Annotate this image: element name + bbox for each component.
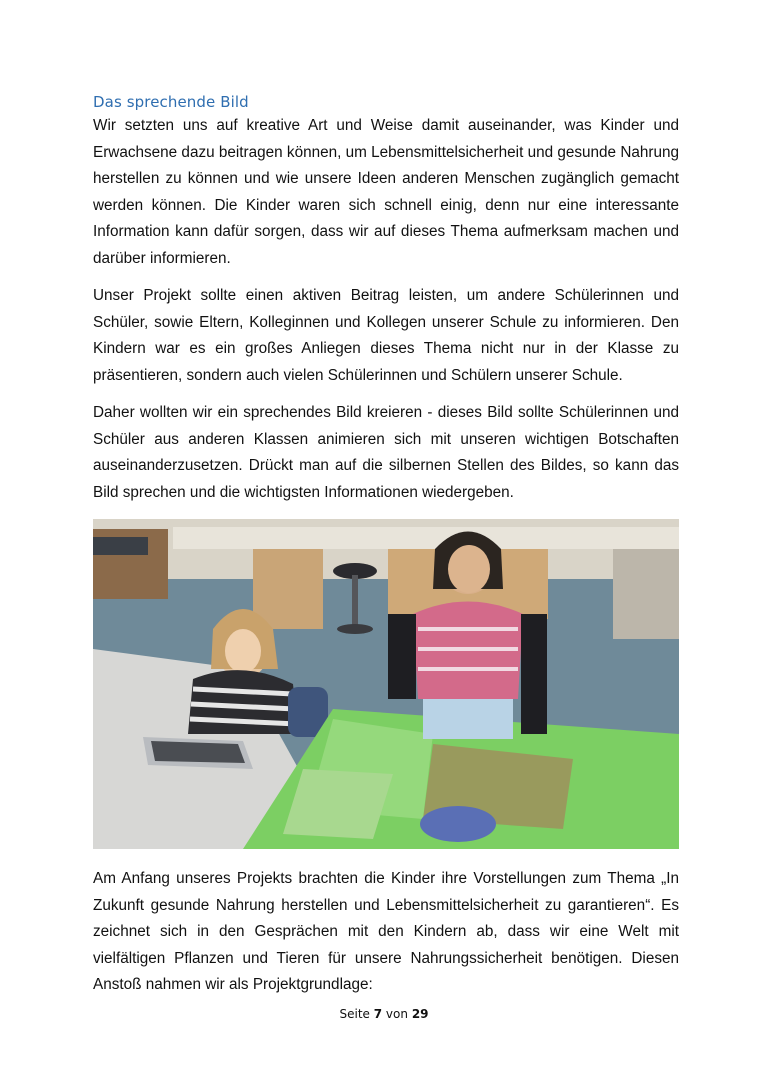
paragraph-3: Daher wollten wir ein sprechendes Bild kreieren - dieses Bild sollte Schülerinnen und Schüler aus anderen Klassen animieren sich mit unseren wichtigen Botschaften auseinanderzusetzen. Drückt man auf die silbernen Stellen des Bildes, so kann das Bild sprechen und die wichtigsten Informationen wiedergeben. — [93, 404, 679, 501]
footer-prefix: Seite — [339, 1007, 370, 1021]
paragraph-2: Unser Projekt sollte einen aktiven Beitrag leisten, um andere Schülerinnen und Schüler, sowie Eltern, Kolleginnen und Kollegen unserer Schule zu informieren. Den Kindern war es ein großes Anliegen dieses Thema nicht nur in der Klasse zu präsentieren, sondern auch vielen Schülerinnen und Schülern unserer Schule. — [93, 287, 679, 384]
section-heading: Das sprechende Bild — [93, 93, 249, 111]
footer-page-number: 7 — [373, 1007, 383, 1021]
classroom-photo — [93, 519, 679, 849]
footer-total-pages: 29 — [411, 1007, 429, 1021]
footer-middle: von — [385, 1007, 408, 1021]
page-footer — [0, 1007, 768, 1021]
paragraph-1: Wir setzten uns auf kreative Art und Weise damit auseinander, was Kinder und Erwachsene dazu beitragen können, um Lebensmittelsicherheit und gesunde Nahrung herstellen zu können und wie unsere Ideen anderen Menschen zugänglich gemacht werden können. Die Kinder waren sich schnell einig, denn nur eine interessante Information kann dafür sorgen, dass wir auf dieses Thema aufmerksam machen und darüber informieren. — [93, 117, 679, 267]
paragraph-4: Am Anfang unseres Projekts brachten die Kinder ihre Vorstellungen zum Thema „In Zukunft gesunde Nahrung herstellen und Lebensmittelsicherheit zu garantieren“. Es zeichnet sich in den Gesprächen mit den Kindern ab, dass wir eine Welt mit vielfältigen Pflanzen und Tieren für unsere Nahrungssicherheit benötigen. Diesen Anstoß nahmen wir als Projektgrundlage: — [93, 870, 679, 994]
